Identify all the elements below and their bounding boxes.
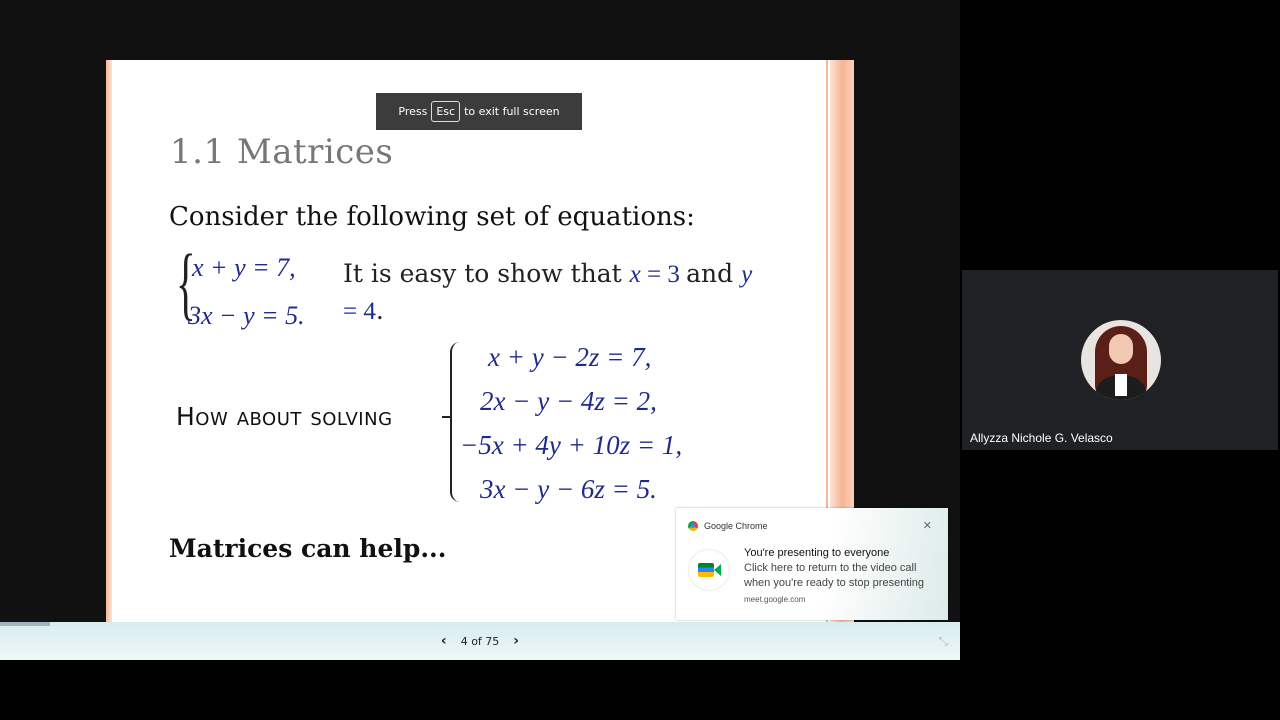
esc-key-badge: Esc [431, 101, 460, 122]
var-y: y [741, 261, 753, 288]
solution-text: It is easy to show that [343, 259, 630, 288]
participant-name: Allyzza Nichole G. Velasco [970, 431, 1113, 445]
close-icon[interactable]: ✕ [922, 520, 932, 532]
and-word: and [686, 259, 742, 288]
notification-app-row [688, 521, 768, 531]
notification-source: meet.google.com [744, 595, 806, 604]
slide-navigation-bar [0, 622, 960, 660]
notification-title: You're presenting to everyone [744, 547, 890, 559]
meet-lens-shape [714, 564, 721, 576]
hint-rest: to exit full screen [464, 105, 560, 118]
avatar-face [1109, 334, 1133, 364]
left-brace [450, 342, 462, 502]
notification-body: Click here to return to the video call when you're ready to stop presenting [744, 562, 925, 589]
chrome-notification[interactable] [676, 508, 948, 620]
equation-system-2var [176, 237, 306, 338]
equation: x + y = 7, [192, 253, 296, 282]
progress-indicator [0, 622, 50, 626]
value-y: = 4 [343, 298, 376, 325]
how-about-text: How about solving [176, 402, 393, 431]
participant-tile[interactable] [962, 270, 1278, 450]
slide-intro: Consider the following set of equations: [169, 202, 695, 232]
value-x: = 3 [640, 261, 687, 288]
period: . [375, 296, 384, 325]
prev-page-button[interactable]: ‹ [440, 633, 447, 649]
equation: x + y − 2z = 7, [488, 342, 652, 372]
equation-system-3var [446, 336, 746, 508]
var-x: x [629, 261, 641, 288]
brace-tip [442, 416, 450, 418]
solution-statement [343, 256, 813, 330]
avatar [1081, 320, 1161, 400]
slide-left-edge [106, 60, 112, 623]
slide-title: 1.1 Matrices [170, 132, 394, 172]
fullscreen-exit-hint [376, 93, 582, 130]
equation: 3x − y = 5. [188, 301, 305, 330]
collapse-icon[interactable]: ⤡ [938, 634, 948, 648]
equation: 2x − y − 4z = 2, [480, 386, 657, 416]
notification-app-name: Google Chrome [704, 521, 768, 531]
top-strip [0, 0, 960, 60]
closing-text: Matrices can help... [169, 534, 447, 563]
google-meet-icon [689, 550, 729, 590]
equation: −5x + 4y + 10z = 1, [460, 430, 683, 460]
hint-press: Press [398, 105, 428, 118]
chrome-icon [688, 521, 698, 531]
next-page-button[interactable]: › [513, 633, 520, 649]
left-brace: { [176, 237, 196, 328]
meet-camera-shape [698, 563, 714, 577]
equation: 3x − y − 6z = 5. [480, 474, 657, 504]
page-indicator: 4 of 75 [460, 634, 500, 648]
avatar-collar [1115, 374, 1127, 396]
page-navigation [441, 633, 519, 649]
